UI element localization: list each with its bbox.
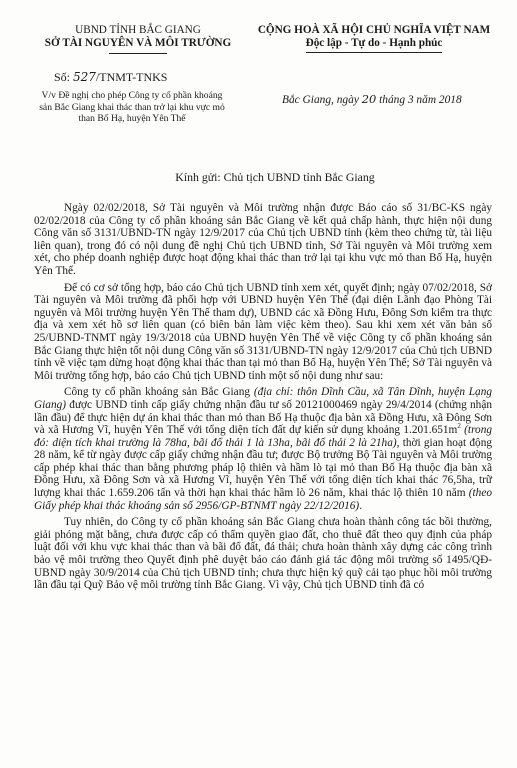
document-body bbox=[34, 202, 492, 596]
document-number-handwritten: 527 bbox=[73, 70, 96, 84]
nation-title: CỘNG HOÀ XÃ HỘI CHỦ NGHĨA VIỆT NAM bbox=[257, 24, 491, 36]
national-header-block bbox=[240, 24, 508, 53]
document-subject: V/v Đề nghị cho phép Công ty cổ phần khoáng sản Bắc Giang khai thác than trở lại khu vực mỏ than Bố Hạ, huyện Yên Thế bbox=[39, 90, 225, 124]
issuing-agency-block bbox=[38, 24, 238, 54]
document-date bbox=[282, 92, 462, 106]
document-number-prefix: Số: bbox=[54, 70, 71, 84]
body-paragraph-3: Công ty cổ phần khoáng sản Bắc Giang (địa chỉ: thôn Dĩnh Cầu, xã Tân Dĩnh, huyện Lạng Giang) được UBND tỉnh cấp giấy chứng nhận đầu tư số 20121000469 ngày 29/4/2014 (chứng nhận lần đầu) để thực hiện dự án khai thác than mỏ than Bố Hạ thuộc địa bàn xã Đồng Hưu, xã Đông Sơn và xã Hương Vĩ, huyện Yên Thế với tổng diện tích đất dự kiến sử dụng khoảng $1.201.651m^2$ (trong đó: diện tích khai trường là 78ha, bãi đổ thải 1 là 13ha, bãi đổ thải 2 là 21ha), thời gian hoạt động 28 năm, kể từ ngày được cấp giấy chứng nhận đầu tư; được Bộ trưởng Bộ Tài nguyên và Môi trường cấp phép khai thác than bằng phương pháp lộ thiên và hầm lò tại mỏ than Bố Hạ thuộc địa bàn xã Đồng Hưu, xã Đông Sơn và xã Hương Vĩ, huyện Yên Thế với tổng diện tích khai thác 76,5ha, trữ lượng khai thác 1.659.206 tấn và thời hạn khai thác hầm lò 26 năm, khai thác lộ thiên 10 năm (theo Giấy phép khai thác khoáng sản số 2956/GP-BTNMT ngày 22/12/2016). bbox=[34, 386, 492, 512]
document-number-suffix: /TNMT-TNKS bbox=[95, 70, 168, 84]
agency-name: SỞ TÀI NGUYÊN VÀ MÔI TRƯỜNG bbox=[44, 37, 232, 49]
motto-underline bbox=[306, 52, 442, 53]
body-paragraph-4: Tuy nhiên, do Công ty cổ phần khoáng sản Bắc Giang chưa hoàn thành công tác bồi thường, giải phóng mặt bằng, chưa được cấp có thẩm quyền giao đất, cho thuê đất theo quy định của pháp luật đối với khu vực khai thác than và bãi đổ đất, đá thải; chưa hoàn thành xây dựng các công trình bảo vệ môi trường theo Quyết định phê duyệt báo cáo đánh giá tác động môi trường số 1495/QĐ-UBND ngày 30/9/2014 của Chủ tịch UBND tỉnh; chưa thực hiện ký quỹ cải tạo phục hồi môi trường lần đầu tại Quỹ Bảo vệ môi trường tỉnh Bắc Giang. Vì vậy, Chủ tịch UBND tỉnh đã có bbox=[34, 516, 492, 592]
agency-parent-name: UBND TỈNH BẮC GIANG bbox=[75, 24, 201, 36]
body-paragraph-2: Để có cơ sở tổng hợp, báo cáo Chủ tịch UBND tỉnh xem xét, quyết định; ngày 07/02/2018, Sở Tài nguyên và Môi trường đã phối hợp với UBND huyện Yên Thế (đại diện Lãnh đạo Phòng Tài nguyên và Môi trường huyện Yên Thế tham dự), UBND các xã Đồng Hưu, Đông Sơn kiểm tra thực địa và xem xét hồ sơ liên quan (có biên bản làm việc kèm theo). Sau khi xem xét văn bản số 25/UBND-TNMT ngày 19/3/2018 của UBND huyện Yên Thế về việc Công ty cổ phần khoáng sản Bắc Giang thực hiện tốt nội dung Công văn số 3131/UBND-TN ngày 12/9/2017 của Chủ tịch UBND tỉnh về việc tạm dừng hoạt động khai thác than tại mỏ than Bố Hạ, huyện Yên Thế; Sở Tài nguyên và Môi trường tổng hợp, báo cáo Chủ tịch UBND tỉnh một số nội dung như sau: bbox=[34, 281, 493, 382]
date-day-handwritten: 20 bbox=[361, 92, 377, 106]
nation-motto: Độc lập - Tự do - Hạnh phúc bbox=[305, 37, 443, 49]
recipient-greeting: Kính gửi: Chủ tịch UBND tỉnh Bắc Giang bbox=[175, 170, 375, 184]
date-prefix: Bắc Giang, ngày bbox=[282, 94, 359, 106]
document-number bbox=[54, 70, 167, 85]
date-suffix: tháng 3 năm 2018 bbox=[379, 94, 462, 106]
body-paragraph-1: Ngày 02/02/2018, Sở Tài nguyên và Môi trường nhận được Báo cáo số 31/BC-KS ngày 02/02/2018 của Công ty cổ phần khoáng sản Bắc Giang về kết quả chấp hành, thực hiện nội dung Công văn số 3131/UBND-TN ngày 12/9/2017 của Chủ tịch UBND tỉnh (kèm theo chứng từ, tài liệu liên quan), trong đó có nội dung đề nghị Chủ tịch UBND tỉnh, Sở Tài nguyên và Môi trường xem xét, cho phép doanh nghiệp được hoạt động khai thác than trở lại tại khu vực mỏ than Bố Hạ, huyện Yên Thế. bbox=[34, 202, 492, 277]
agency-underline bbox=[109, 53, 167, 54]
